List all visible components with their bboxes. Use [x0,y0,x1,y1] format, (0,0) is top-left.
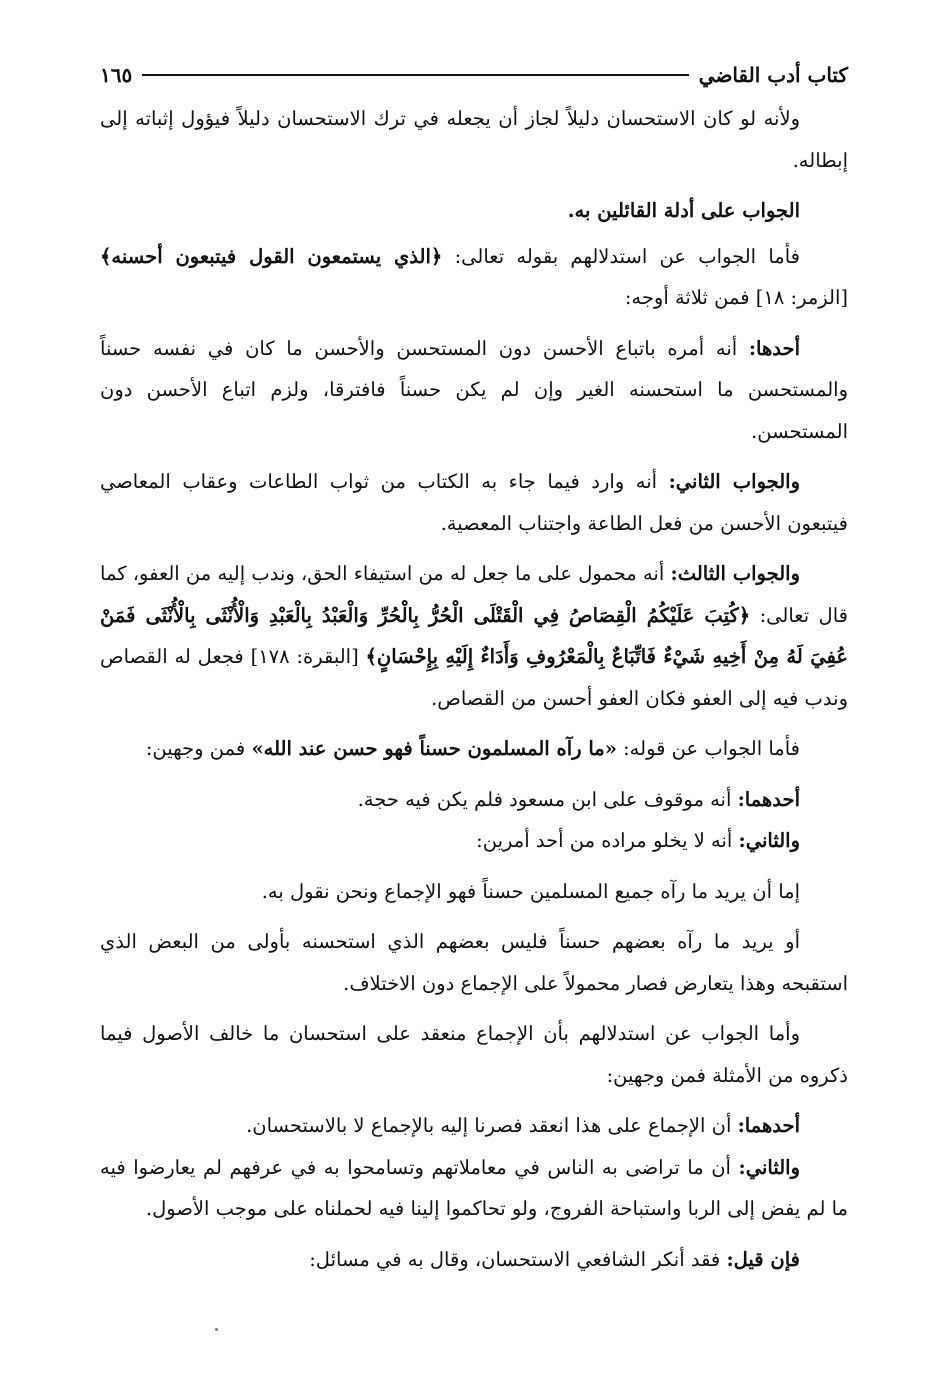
point-label-two: والثاني: [738,829,800,852]
hadith-quote: «ما رآه المسلمون حسناً فهو حسن عند الله» [251,737,617,760]
point-label-second: والجواب الثاني: [668,470,801,493]
paragraph-13 [100,1147,848,1230]
paragraph-4 [100,461,848,544]
page-number: ١٦٥ [100,63,133,87]
paragraph-3 [100,328,848,453]
objection-text: فقد أنكر الشافعي الاستحسان، وقال به في مسائل: [309,1247,727,1271]
section-heading: الجواب على أدلة القائلين به. [567,199,800,222]
paragraph-9: إما أن يريد ما رآه جميع المسلمين حسناً فهو الإجماع ونحن نقول به. [261,879,800,903]
header-rule [142,74,689,76]
point-label-third: والجواب الثالث: [670,562,800,585]
point-label-one: أحدهما: [737,787,800,811]
paragraph-14 [100,1239,848,1281]
scan-speck [215,1328,218,1331]
paragraph-6-tail: فمن وجهين: [145,737,252,760]
paragraph-10: أو يريد ما رآه بعضهم حسناً فليس بعضهم الذي استحسنه بأولى من البعض الذي استقبحه وهذا يتعارض فصار محمولاً على الإجماع دون الاختلاف. [100,930,848,995]
book-page [100,58,848,1289]
point-text-two: أنه لا يخلو مراده من أحد أمرين: [476,829,739,852]
quran-verse-baqarah: ﴿كُتِبَ عَلَيْكُمُ الْقِصَاصُ فِي الْقَتْلَى الْحُرُّ بِالْحُرِّ وَالْعَبْدُ بِالْعَبْدِ وَالْأُنْثَى بِالْأُنْثَى فَمَنْ عُفِيَ لَهُ مِنْ أَخِيهِ شَيْءٌ فَاتِّبَاعٌ بِالْمَعْرُوفِ وَأَدَاءٌ إِلَيْهِ بِإِحْسَانٍ﴾ [100,603,848,668]
paragraph-5 [100,553,848,719]
paragraph-11: وأما الجواب عن استدلالهم بأن الإجماع منعقد على استحسان ما خالف الأصول فيما ذكروه من الأمثلة فمن وجهين: [100,1022,848,1087]
paragraph-2 [100,236,848,319]
running-header [100,58,848,92]
point-text-one: أنه موقوف على ابن مسعود فلم يكن فيه حجة. [357,787,738,811]
paragraph-5-ref: [البقرة: ١٧٨] فجعل له القصاص وندب فيه إلى العفو فكان العفو أحسن من القصاص. [100,645,848,710]
point-label-one-b: أحدهما: [737,1114,800,1137]
paragraph-6-intro: فأما الجواب عن قوله: [616,737,800,760]
point-text-third: أنه محمول على ما جعل له من استيفاء الحق، وندب إليه من العفو، كما قال تعالى: [100,562,848,627]
point-label-first: أحدها: [748,336,800,360]
point-text-first: أنه أمره باتباع الأحسن دون المستحسن والأحسن ما كان في نفسه حسناً والمستحسن ما استحسنه الغير وإن لم يكن حسناً فافترقا، ولزم اتباع الأحسن دون المستحسن. [100,336,848,443]
quran-verse-zumar: ﴿الذي يستمعون القول فيتبعون أحسنه﴾ [100,244,443,268]
point-text-second: أنه وارد فيما جاء به الكتاب من ثواب الطاعات وعقاب المعاصي فيتبعون الأحسن من فعل الطاعة واجتناب المعصية. [100,470,848,535]
paragraph-2-intro: فأما الجواب عن استدلالهم بقوله تعالى: [442,244,800,268]
point-text-two-b: أن ما تراضى به الناس في معاملاتهم وتسامحوا به في عرفهم لم يعارضوا فيه ما لم يفض إلى الربا واستباحة الفروج، ولو تحاكموا إلينا فيه لحملناه على موجب الأصول. [100,1155,848,1220]
objection-label: فإن قيل: [726,1247,800,1271]
paragraph-12 [100,1105,848,1147]
paragraph-6 [100,728,848,770]
paragraph-2-ref: [الزمر: ١٨] فمن ثلاثة أوجه: [624,286,848,309]
paragraph-8 [100,820,848,862]
paragraph-1: ولأنه لو كان الاستحسان دليلاً لجاز أن يجعله في ترك الاستحسان دليلاً فيؤول إثباته إلى إبطاله. [100,107,848,172]
paragraph-7 [100,779,848,821]
book-title: كتاب أدب القاضي [698,63,848,87]
point-label-two-b: والثاني: [738,1155,800,1179]
point-text-one-b: أن الإجماع على هذا انعقد فصرنا إليه بالإجماع لا بالاستحسان. [246,1114,738,1137]
